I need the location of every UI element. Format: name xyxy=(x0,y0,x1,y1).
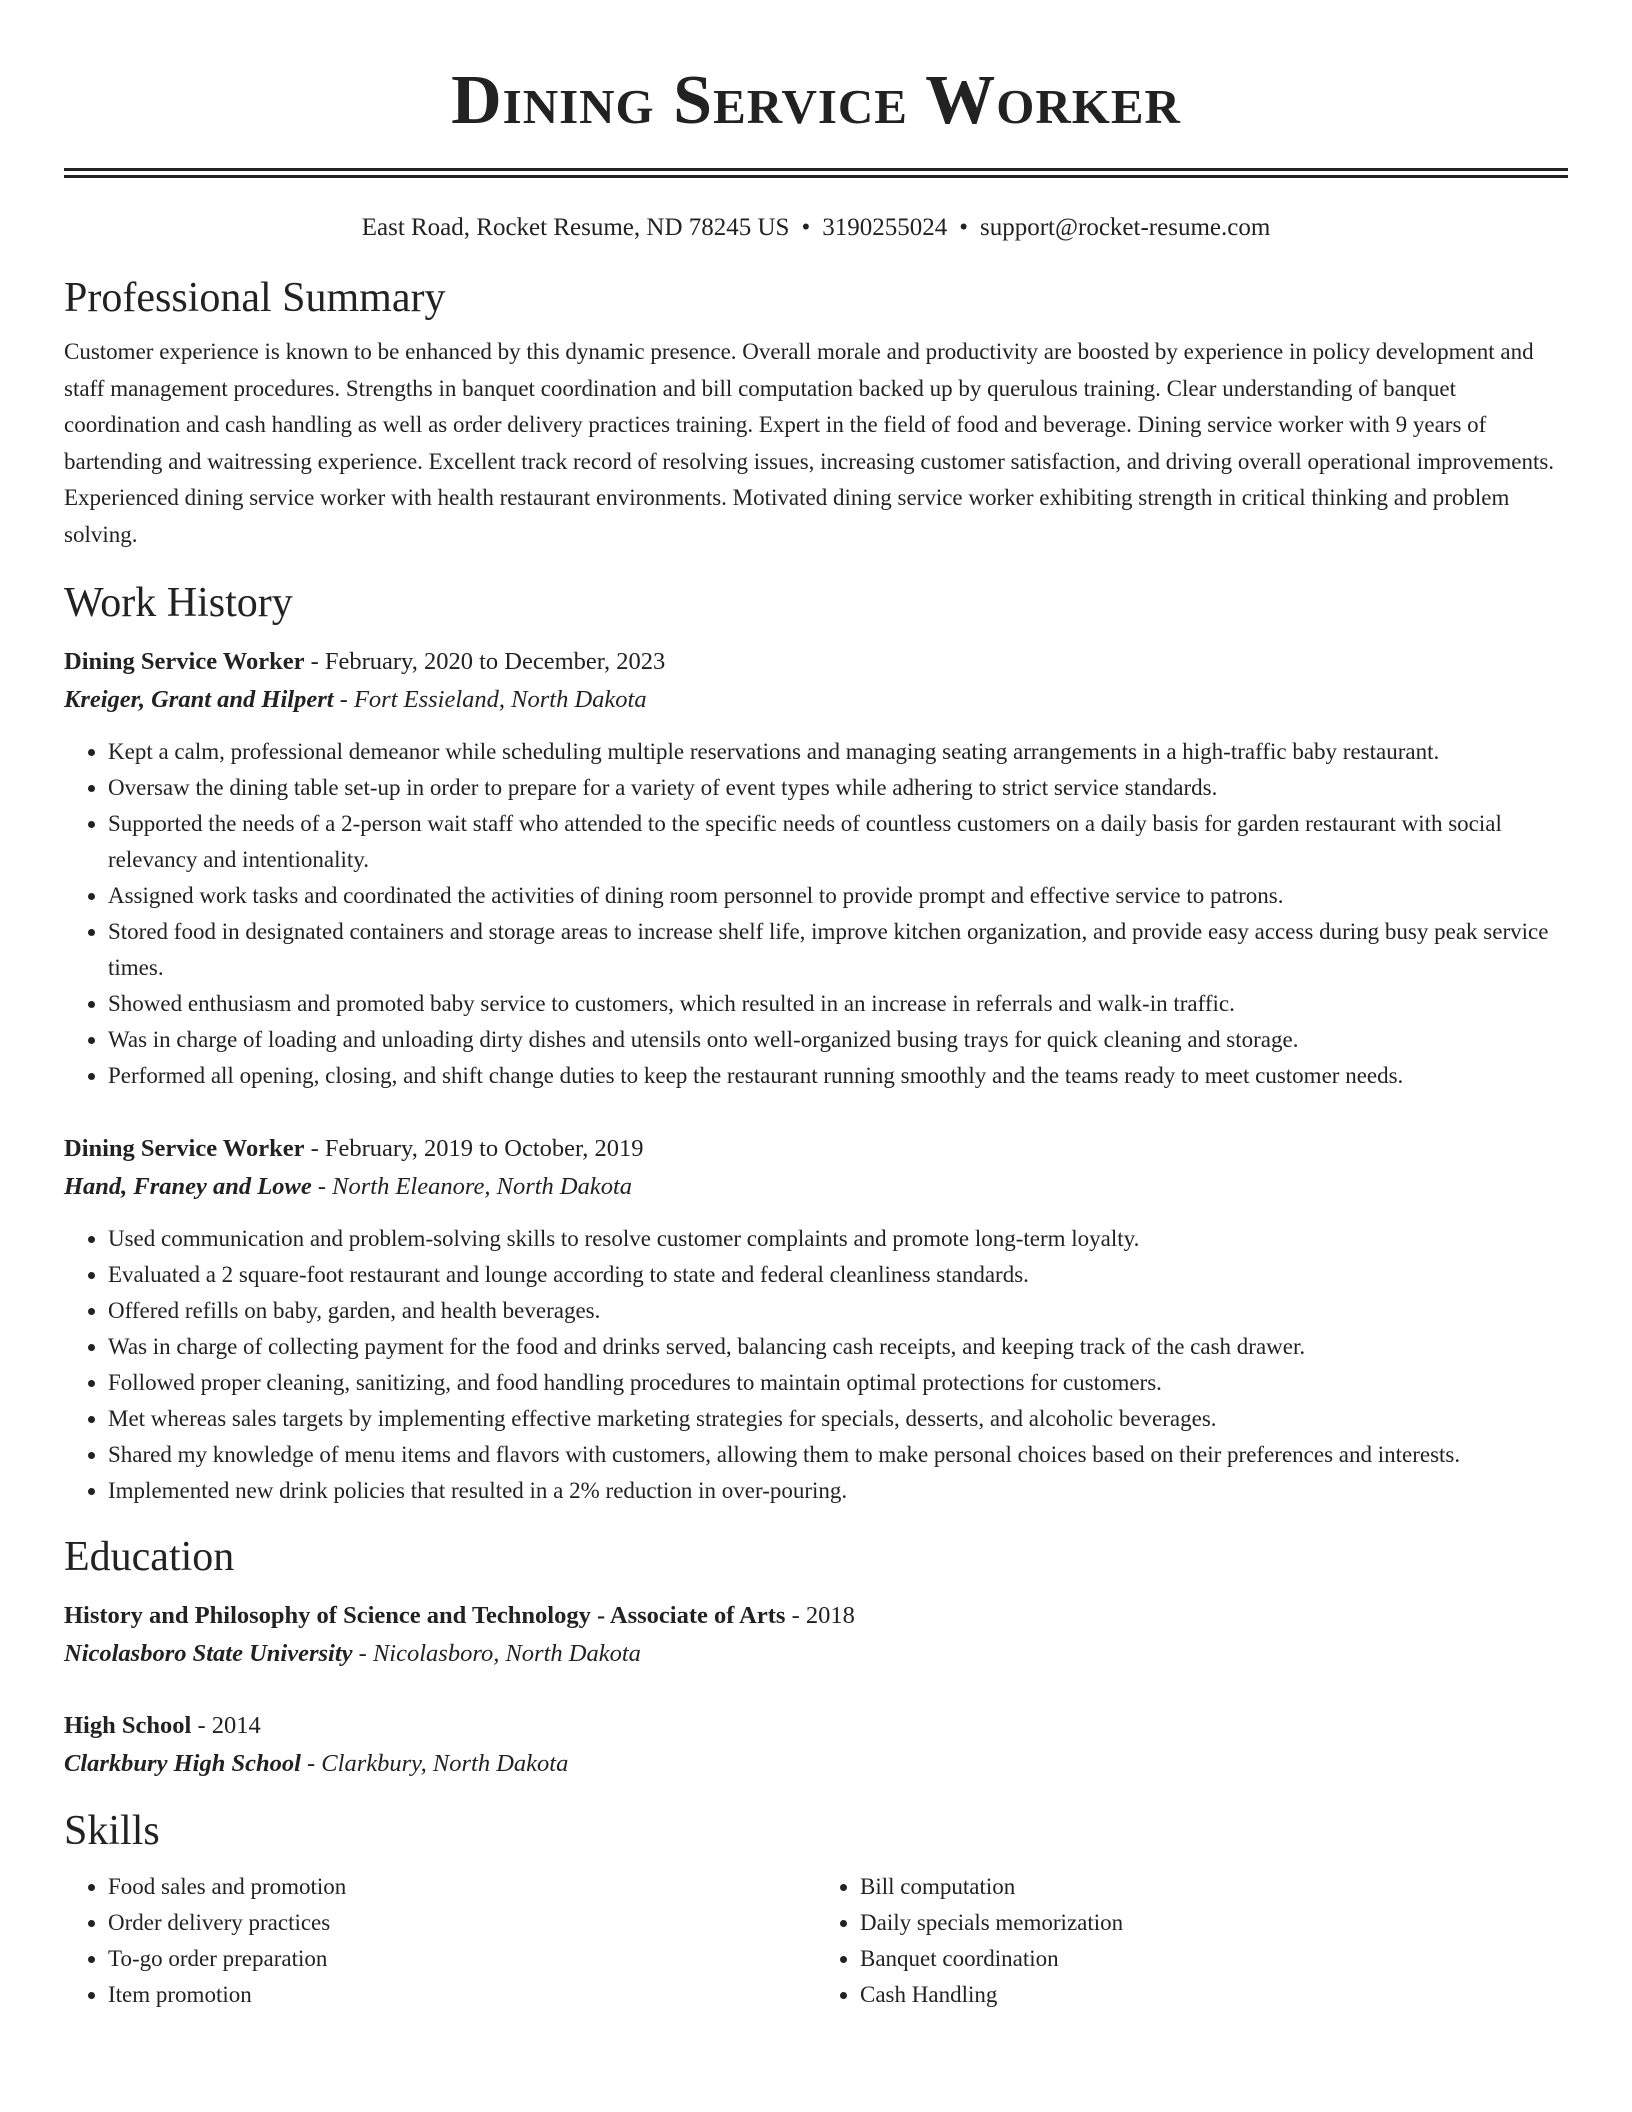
job-company-line xyxy=(64,681,1568,719)
education-entry xyxy=(64,1597,1568,1673)
education-school: Clarkbury High School xyxy=(64,1750,301,1777)
job-bullet: • Kept a calm, professional demeanor while scheduling multiple reservations and managing seating arrangements in a high-traffic baby restaurant. xyxy=(108,734,1568,770)
job-bullet: • Used communication and problem-solving skills to resolve customer complaints and promote long-term loyalty. xyxy=(108,1221,1568,1257)
job-location: - Fort Essieland, North Dakota xyxy=(333,686,647,713)
job-bullet: • Offered refills on baby, garden, and health beverages. xyxy=(108,1293,1568,1329)
job-bullet: • Followed proper cleaning, sanitizing, and food handling procedures to maintain optimal protections for customers. xyxy=(108,1365,1568,1401)
skills-heading: Skills xyxy=(64,1808,160,1854)
summary-heading: Professional Summary xyxy=(64,275,446,321)
job-bullet: • Performed all opening, closing, and shift change duties to keep the restaurant running smoothly and the teams ready to meet customer needs. xyxy=(108,1058,1568,1094)
job-entry xyxy=(64,643,1568,1094)
skill-item: • Bill computation xyxy=(860,1869,1568,1905)
summary-text: Customer experience is known to be enhanced by this dynamic presence. Overall morale and productivity are boosted by experience in policy development and staff management procedures. Strengths in banquet coordination and bill computation backed up by querulous training. Clear understanding of banquet coordination and cash handling as well as order delivery practices training. Expert in the field of food and beverage. Dining service worker with 9 years of bartending and waitressing experience. Excellent track record of resolving issues, increasing customer satisfaction, and driving overall operational improvements. Experienced dining service worker with health restaurant environments. Motivated dining service worker exhibiting strength in critical thinking and problem solving. xyxy=(64,339,1555,547)
job-bullet: • Was in charge of loading and unloading dirty dishes and utensils onto well-organized busing trays for quick cleaning and storage. xyxy=(108,1022,1568,1058)
job-dates: - February, 2019 to October, 2019 xyxy=(304,1135,644,1162)
education-degree: History and Philosophy of Science and Technology - Associate of Arts xyxy=(64,1602,786,1629)
education-degree-line xyxy=(64,1597,1568,1635)
skill-item: • Food sales and promotion xyxy=(108,1869,816,1905)
contact-phone: 3190255024 xyxy=(822,214,948,241)
job-title-line xyxy=(64,1130,1568,1168)
job-company: Hand, Franey and Lowe xyxy=(64,1173,312,1200)
work-history-heading: Work History xyxy=(64,580,293,626)
education-year: - 2014 xyxy=(191,1712,261,1739)
job-bullet: • Shared my knowledge of menu items and flavors with customers, allowing them to make personal choices based on their preferences and interests. xyxy=(108,1437,1568,1473)
job-company: Kreiger, Grant and Hilpert xyxy=(64,686,334,713)
job-bullet: • Implemented new drink policies that resulted in a 2% reduction in over-pouring. xyxy=(108,1473,1568,1509)
contact-separator: • xyxy=(801,214,811,241)
skill-item: • Item promotion xyxy=(108,1977,816,2013)
education-degree: High School xyxy=(64,1712,192,1739)
education-school: Nicolasboro State University xyxy=(64,1640,353,1667)
job-bullet: • Showed enthusiasm and promoted baby service to customers, which resulted in an increase in referrals and walk-in traffic. xyxy=(108,986,1568,1022)
skill-item: • Order delivery practices xyxy=(108,1905,816,1941)
education-school-line xyxy=(64,1635,1568,1673)
skills-columns xyxy=(64,1869,1568,2013)
job-location: - North Eleanore, North Dakota xyxy=(311,1173,633,1200)
education-location: - Nicolasboro, North Dakota xyxy=(352,1640,641,1667)
title-double-rule xyxy=(64,168,1568,178)
job-bullet: • Was in charge of collecting payment for the food and drinks served, balancing cash receipts, and keeping track of the cash drawer. xyxy=(108,1329,1568,1365)
job-dates: - February, 2020 to December, 2023 xyxy=(304,648,666,675)
job-title-line xyxy=(64,643,1568,681)
education-degree-line xyxy=(64,1707,1568,1745)
job-entry xyxy=(64,1130,1568,1509)
job-bullet: • Evaluated a 2 square-foot restaurant and lounge according to state and federal cleanliness standards. xyxy=(108,1257,1568,1293)
education-entry xyxy=(64,1707,1568,1783)
education-location: - Clarkbury, North Dakota xyxy=(300,1750,569,1777)
skill-item: • Cash Handling xyxy=(860,1977,1568,2013)
contact-email: support@rocket-resume.com xyxy=(979,214,1271,241)
job-bullet: • Met whereas sales targets by implementing effective marketing strategies for specials, desserts, and alcoholic beverages. xyxy=(108,1401,1568,1437)
job-title: Dining Service Worker xyxy=(64,648,305,675)
job-bullet-list xyxy=(64,1221,1568,1509)
job-company-line xyxy=(64,1168,1568,1206)
job-bullet: • Oversaw the dining table set-up in order to prepare for a variety of event types while adhering to strict service standards. xyxy=(108,770,1568,806)
contact-address: East Road, Rocket Resume, ND 78245 US xyxy=(361,214,790,241)
education-school-line xyxy=(64,1745,1568,1783)
job-title: Dining Service Worker xyxy=(64,1135,305,1162)
skill-item: • Banquet coordination xyxy=(860,1941,1568,1977)
job-bullet: • Assigned work tasks and coordinated the activities of dining room personnel to provide prompt and effective service to patrons. xyxy=(108,878,1568,914)
job-bullet: • Stored food in designated containers and storage areas to increase shelf life, improve kitchen organization, and provide easy access during busy peak service times. xyxy=(108,914,1568,986)
skills-list-right xyxy=(816,1869,1568,2013)
contact-separator: • xyxy=(959,214,968,241)
skills-list-left xyxy=(64,1869,816,2013)
education-year: - 2018 xyxy=(785,1602,855,1629)
education-heading: Education xyxy=(64,1534,235,1580)
contact-line xyxy=(64,212,1568,244)
job-bullet: • Supported the needs of a 2-person wait staff who attended to the specific needs of countless customers on a daily basis for garden restaurant with social relevancy and intentionality. xyxy=(108,806,1568,878)
resume-title: Dining Service Worker xyxy=(451,62,1181,139)
job-bullet-list xyxy=(64,734,1568,1094)
skill-item: • Daily specials memorization xyxy=(860,1905,1568,1941)
skill-item: • To-go order preparation xyxy=(108,1941,816,1977)
